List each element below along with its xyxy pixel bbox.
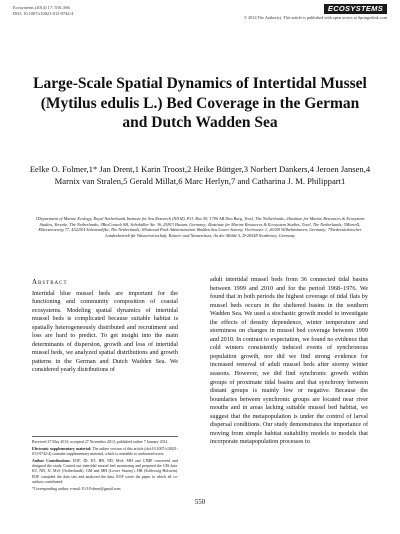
abstract-text-left: Intertidal blue mussel beds are important for the functioning and community composition of coastal ecosystems. Modeling spatial dynamics of intertidal mussel beds is complicated because suitable habitat is spatially heterogeneously distributed and recruitment and loss are hard to predict. To get insight into the main determinants of dispersion, growth and loss of intertidal mussel beds, we analyzed spatial distributions and growth patterns in the German and Dutch Wadden Sea. We considered yearly distributions of	[32, 289, 178, 374]
journal-logo: ECOSYSTEMS	[324, 4, 387, 14]
author-list: Eelke O. Folmer,1* Jan Drent,1 Karin Troost,2 Heike Büttger,3 Norbert Dankers,4 Jeroen Jansen,4 Marnix van Stralen,5 Gerald Millat,6 Marc Herlyn,7 and Catharina J. M. Philippart1	[29, 164, 371, 186]
contributions-note	[32, 459, 178, 484]
corresponding-author: *Corresponding author; e-mail: E.O.Folmer@gmail.com	[32, 486, 121, 491]
footnotes	[32, 436, 178, 494]
esm-label: Electronic supplementary material:	[32, 447, 92, 452]
journal-volume-line: Ecosystems (2014) 17: 550–566	[13, 5, 70, 10]
affiliations: 1Department of Marine Ecology, Royal Netherlands Institute for Sea Research (NIOZ), P.O. Box 59, 1790 AB Den Burg, Texel, The Netherlands; 2Institute for Marine Resources & Ecosystem Studies, Yerseke, The Netherlands; 3BioConsult SH, Schobüller Str. 36, 25813 Husum, Germany; 4Institute for Marine Resources & Ecosystem Studies, Texel, The Netherlands; 5MarinX, Elkerzeeseweg 77, 4322NA Scharendijke, The Netherlands; 6National Park Administration Wadden Sea Lower Saxony, Virchowstr. 1, 26349 Wilhelmshaven, Germany; 7Niedersächsischer Landesbetrieb für Wasserwirtschaft, Küsten- und Naturschutz, An der Mühle 5, D-26548 Norderney, Germany	[35, 216, 365, 238]
abstract-heading: Abstract	[32, 278, 68, 286]
right-column	[210, 276, 368, 447]
article-title: Large-Scale Spatial Dynamics of Intertidal Mussel (Mytilus edulis L.) Bed Coverage in the German and Dutch Wadden Sea	[33, 75, 367, 131]
contributions-label: Author Contributions:	[32, 459, 71, 464]
copyright-notice: © 2014 The Author(s). This article is published with open access at Springerlink.com	[243, 15, 387, 20]
page-number: 550	[194, 498, 206, 506]
abstract-text-right: adult intertidal mussel beds from 36 connected tidal basins between 1999 and 2010 and for the period 1968–1976. We found that in both periods the highest coverage of tidal flats by mussel beds occurs in the sheltered basins in the southern Wadden Sea. We used a stochastic growth model to investigate the effects of density dependence, winter temperature and storminess on changes in mussel bed coverage between 1999 and 2010. In contrast to expectation, we found no evidence that cold winters consistently induced events of synchronous population growth, nor did we find strong evidence for increased removal of adult mussel beds after stormy winter seasons. However, we did find synchronic growth within groups of proximate tidal basins and that synchrony between distant groups is mainly low or negative. Because the boundaries between synchronic groups are located near river mouths and in areas lacking suitable mussel bed habitat, we suggest that the metapopulation is under the control of larval dispersal conditions. Our study demonstrates the importance of moving from simple habitat suitability models to models that incorporate metapopulation processes to	[210, 276, 368, 446]
esm-text: The online version of this article (doi:10.1007/s10021-013-9742-4) contains supplementary material, which is available to authorized users.	[32, 447, 178, 457]
received-dates: Received 27 May 2013; accepted 27 November 2013; published online 7 January 2014	[32, 440, 168, 444]
esm-note	[32, 447, 178, 457]
journal-citation	[13, 5, 73, 16]
left-column	[32, 278, 178, 375]
doi-line: DOI: 10.1007/s10021-013-9742-4	[13, 10, 74, 16]
contributions-text: EOF, JD, KT, HB, ND, MvS, MH and CJMP conceived and designed the study. Carried out intertidal mussel bed monitoring and prepared the GIS data: KT, ND, JJ, MvS (Netherlands), GM and MH (Lower Saxony), HB (Schleswig-Holstein). EOF compiled the data sets and analyzed the data. EOF wrote the paper to which all co-authors contributed.	[32, 459, 178, 484]
